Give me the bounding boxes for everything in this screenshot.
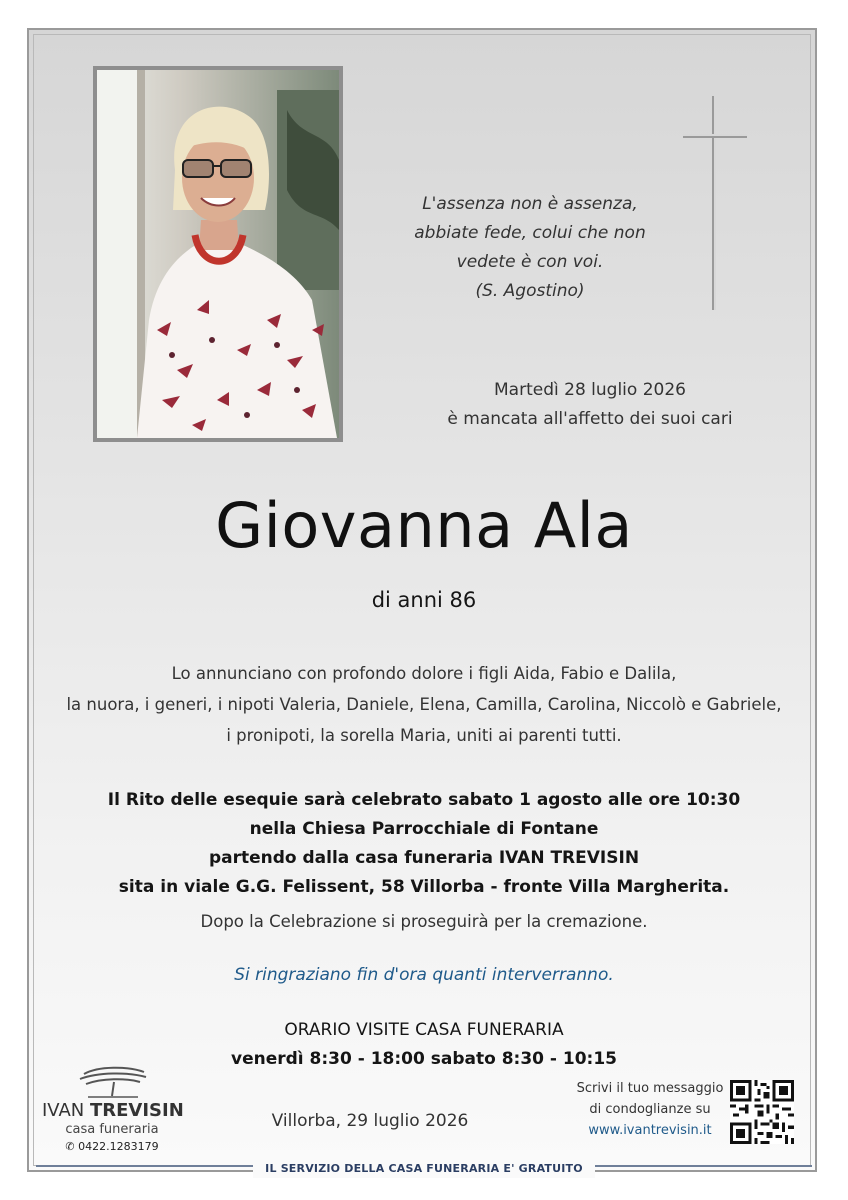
footer-text: IL SERVIZIO DELLA CASA FUNERARIA E' GRATUITO: [253, 1160, 595, 1178]
quote-block: [380, 190, 680, 306]
ceremony-line: sita in viale G.G. Felissent, 58 Villorba - fronte Villa Margherita.: [118, 877, 730, 897]
cross-icon: [683, 96, 747, 310]
deceased-name: Giovanna Ala: [215, 489, 633, 562]
quote-line: vedete è con voi.: [456, 252, 604, 272]
deceased-age: di anni 86: [371, 588, 477, 612]
death-text: è mancata all'affetto dei suoi cari: [447, 409, 733, 429]
ceremony-line: partendo dalla casa funeraria IVAN TREVISIN: [208, 848, 640, 868]
death-date-block: [420, 376, 760, 434]
ceremony-line: Il Rito delle esequie sarà celebrato sabato 1 agosto alle ore 10:30: [107, 790, 741, 810]
tree-logo-icon: [78, 1064, 148, 1100]
logo-name-last: TREVISIN: [89, 1100, 184, 1121]
announcement-block: [40, 658, 808, 751]
condolences-line: di condoglianze su: [589, 1102, 711, 1117]
phone-number: 0422.1283179: [78, 1140, 159, 1153]
footer: [0, 1157, 848, 1178]
logo-name: [42, 1100, 182, 1122]
after-ceremony-text: Dopo la Celebrazione si proseguirà per la cremazione.: [200, 912, 648, 931]
death-date: Martedì 28 luglio 2026: [494, 380, 686, 400]
portrait-image: [97, 70, 339, 438]
logo-subtitle: casa funeraria: [65, 1122, 159, 1137]
portrait-photo: [93, 66, 343, 442]
visiting-hours-title: ORARIO VISITE CASA FUNERARIA: [284, 1020, 564, 1040]
visiting-hours: venerdì 8:30 - 18:00 sabato 8:30 - 10:15: [231, 1049, 617, 1069]
ceremony-line: nella Chiesa Parrocchiale di Fontane: [249, 819, 599, 839]
quote-line: L'assenza non è assenza,: [422, 194, 638, 214]
logo-name-first: IVAN: [42, 1100, 85, 1121]
phone-icon: ✆: [65, 1140, 75, 1153]
place-date: Villorba, 29 luglio 2026: [271, 1111, 469, 1131]
ceremony-block: [40, 786, 808, 902]
qr-code-icon[interactable]: [730, 1080, 794, 1144]
announcement-line: la nuora, i generi, i nipoti Valeria, Daniele, Elena, Camilla, Carolina, Niccolò e Gabriele,: [66, 695, 782, 714]
condolences-block: [570, 1078, 730, 1141]
logo-phone: [42, 1140, 182, 1154]
website-link[interactable]: www.ivantrevisin.it: [588, 1123, 712, 1138]
funeral-home-logo: [42, 1060, 182, 1158]
quote-attribution: (S. Agostino): [475, 281, 585, 301]
announcement-line: Lo annunciano con profondo dolore i figli Aida, Fabio e Dalila,: [171, 664, 677, 683]
quote-line: abbiate fede, colui che non: [414, 223, 646, 243]
condolences-line: Scrivi il tuo messaggio: [576, 1081, 724, 1096]
thanks-text: Si ringraziano fin d'ora quanti interverranno.: [234, 965, 614, 985]
announcement-line: i pronipoti, la sorella Maria, uniti ai parenti tutti.: [226, 726, 622, 745]
